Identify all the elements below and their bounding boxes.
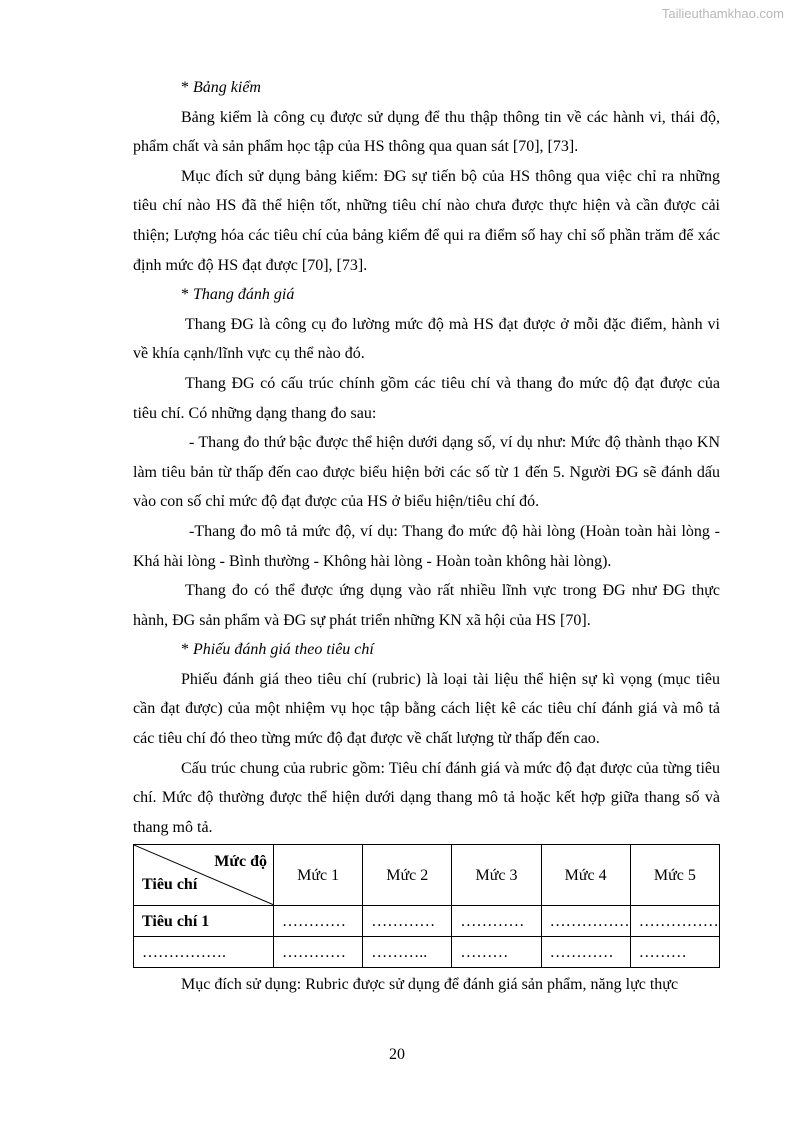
table-cell: ………… <box>541 937 630 968</box>
level-header: Mức 2 <box>363 845 452 906</box>
paragraph: Cấu trúc chung của rubric gồm: Tiêu chí đánh giá và mức độ đạt được của từng tiêu chí. Mức độ thường được thể hiện dưới dạng thang mô tả hoặc kết hợp giữa thang số và thang mô tả. <box>133 759 720 836</box>
table-corner-cell <box>134 845 274 906</box>
paragraph: Bảng kiểm là công cụ được sử dụng để thu thập thông tin về các hành vi, thái độ, phẩm chất và sản phẩm học tập của HS thông qua quan sát [70], [73]. <box>133 108 720 156</box>
table-cell: ……….. <box>363 937 452 968</box>
criteria-label: Tiêu chí 1 <box>134 906 274 937</box>
paragraph: Thang ĐG là công cụ đo lường mức độ mà HS đạt được ở mỗi đặc điểm, hành vi về khía cạnh/lĩnh vực cụ thể nào đó. <box>133 315 720 363</box>
rubric-table <box>133 844 720 968</box>
table-cell: …………… <box>630 906 719 937</box>
paragraph: -Thang đo mô tả mức độ, ví dụ: Thang đo mức độ hài lòng (Hoàn toàn hài lòng - Khá hài lòng - Bình thường - Không hài lòng - Hoàn toàn không hài lòng). <box>133 522 720 570</box>
table-cell: ……… <box>630 937 719 968</box>
paragraph: Thang đo có thể được ứng dụng vào rất nhiều lĩnh vực trong ĐG như ĐG thực hành, ĐG sản phẩm và ĐG sự phát triển những KN xã hội của HS [70]. <box>133 582 720 629</box>
level-header: Mức 3 <box>452 845 541 906</box>
table-cell: ………… <box>274 937 363 968</box>
paragraph: Mục đích sử dụng: Rubric được sử dụng để đánh giá sản phẩm, năng lực thực <box>181 976 679 994</box>
table-row <box>134 906 720 937</box>
paragraph: Mục đích sử dụng bảng kiểm: ĐG sự tiến bộ của HS thông qua việc chỉ ra những tiêu chí nào HS đã thể hiện tốt, những tiêu chí nào chưa được thực hiện và cần được cải thiện; Lượng hóa các tiêu chí của bảng kiểm để qui ra điểm số hay chỉ số phần trăm để xác định mức độ HS đạt được [70], [73]. <box>133 167 720 274</box>
table-cell: …………… <box>541 906 630 937</box>
level-header: Mức 1 <box>274 845 363 906</box>
paragraph: Phiếu đánh giá theo tiêu chí (rubric) là loại tài liệu thể hiện sự kì vọng (mục tiêu cần đạt được) của một nhiệm vụ học tập bằng cách liệt kê các tiêu chí đánh giá và mô tả các tiêu chí đó theo từng mức độ đạt được về chất lượng từ thấp đến cao. <box>133 670 720 748</box>
corner-label-level: Mức độ <box>214 853 267 871</box>
table-cell: ………… <box>452 906 541 937</box>
table-cell: ………… <box>363 906 452 937</box>
corner-label-criteria: Tiêu chí <box>142 875 198 893</box>
section-heading-checklist: * Bảng kiểm <box>181 79 261 96</box>
page-content <box>133 73 720 1000</box>
table-cell: ………… <box>274 906 363 937</box>
watermark: Tailieuthamkhao.com <box>661 6 784 21</box>
section-heading-rubric: * Phiếu đánh giá theo tiêu chí <box>181 641 374 659</box>
paragraph: Thang ĐG có cấu trúc chính gồm các tiêu chí và thang đo mức độ đạt được của tiêu chí. Có những dạng thang đo sau: <box>133 374 720 422</box>
table-cell: ……… <box>452 937 541 968</box>
page-number: 20 <box>389 1046 405 1063</box>
table-row <box>134 937 720 968</box>
criteria-label: ……………. <box>134 937 274 968</box>
level-header: Mức 4 <box>541 845 630 906</box>
level-header: Mức 5 <box>630 845 719 906</box>
table-header-row <box>134 845 720 906</box>
section-heading-scale: * Thang đánh giá <box>181 286 295 304</box>
paragraph: - Thang đo thứ bậc được thể hiện dưới dạng số, ví dụ như: Mức độ thành thạo KN làm tiêu bản từ thấp đến cao được biểu hiện bởi các số từ 1 đến 5. Người ĐG sẽ đánh dấu vào con số chỉ mức độ đạt được của HS ở biểu hiện/tiêu chí đó. <box>133 434 720 511</box>
